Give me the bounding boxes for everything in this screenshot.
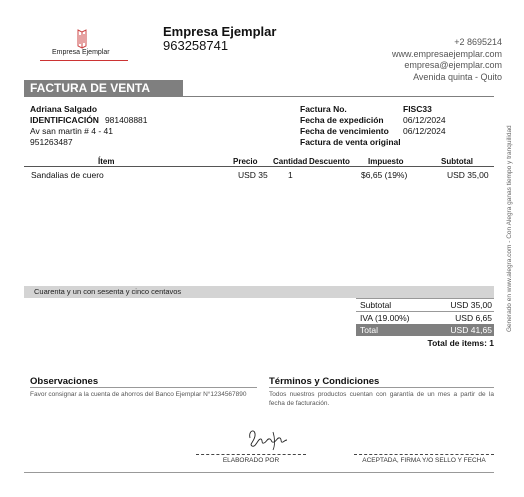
signature-line-right <box>354 454 494 455</box>
company-email: empresa@ejemplar.com <box>404 60 502 70</box>
signature-image <box>246 424 290 457</box>
row-subtotal: USD 35,00 <box>447 170 489 180</box>
observations-text: Favor consignar a la cuenta de ahorros del Banco Ejemplar N°1234567890 <box>30 391 247 398</box>
total-row <box>356 324 494 336</box>
amount-in-words: Cuarenta y un con sesenta y cinco centavos <box>34 287 182 296</box>
subtotal-value: USD 35,00 <box>450 300 492 310</box>
invoice-labels <box>300 104 401 148</box>
logo-text: Empresa Ejemplar <box>52 49 110 56</box>
client-phone: 951263487 <box>30 137 73 147</box>
row-tax: $6,65 (19%) <box>361 170 408 180</box>
row-price: USD 35 <box>238 170 268 180</box>
col-header-subtotal: Subtotal <box>441 157 473 166</box>
company-contact <box>392 37 502 83</box>
due-date: 06/12/2024 <box>403 126 446 136</box>
col-header-qty: Cantidad <box>273 157 308 166</box>
invoice-number-label: Factura No. <box>300 104 347 114</box>
company-website: www.empresaejemplar.com <box>391 48 502 59</box>
col-header-item: Ítem <box>98 157 115 166</box>
company-phone: +2 8695214 <box>454 37 502 47</box>
iva-row <box>356 312 494 324</box>
subtotal-label: Subtotal <box>360 300 392 310</box>
observations-divider <box>30 387 257 388</box>
terms-text: Todos nuestros productos cuentan con garantía de un mes a partir de la fecha de facturación. <box>269 391 494 407</box>
footer-divider <box>24 472 494 473</box>
company-id: 963258741 <box>163 38 229 53</box>
client-name: Adriana Salgado <box>30 104 98 114</box>
col-header-tax: Impuesto <box>368 157 404 166</box>
signature-label-left: ELABORADO POR <box>222 457 280 464</box>
issue-date: 06/12/2024 <box>403 115 446 125</box>
observations-title: Observaciones <box>30 376 99 387</box>
invoice-values <box>403 104 446 137</box>
iva-value: USD 6,65 <box>455 313 492 323</box>
client-id-label: IDENTIFICACIÓN <box>30 115 99 125</box>
client-id-row <box>30 115 148 126</box>
client-info <box>30 104 148 148</box>
amount-in-words-bar <box>24 286 494 298</box>
title-divider <box>24 96 494 97</box>
row-qty: 1 <box>288 170 293 180</box>
col-header-price: Precio <box>233 157 258 166</box>
company-logo <box>52 28 116 62</box>
invoice-number: FISC33 <box>403 104 432 114</box>
generated-by-text: Generado en www.alegra.com - Con Alegra ganas tiempo y tranquilidad <box>506 125 513 332</box>
due-date-label: Fecha de vencimiento <box>300 126 389 136</box>
signature-line-left <box>196 454 306 455</box>
row-item: Sandalias de cuero <box>31 170 104 180</box>
client-address: Av san martin # 4 - 41 <box>30 126 113 136</box>
table-header-divider <box>24 166 494 167</box>
client-id-value: 981408881 <box>104 115 148 125</box>
document-title: FACTURA DE VENTA <box>30 81 150 95</box>
total-label: Total <box>360 325 378 335</box>
col-header-discount: Descuento <box>309 157 350 166</box>
total-value: USD 41,65 <box>450 325 492 335</box>
company-name: Empresa Ejemplar <box>163 24 277 39</box>
items-count: Total de items: 1 <box>427 338 494 348</box>
document-title-bar <box>24 80 183 97</box>
issue-date-label: Fecha de expedición <box>300 115 384 125</box>
iva-label: IVA (19.00%) <box>360 313 410 323</box>
logo-underline <box>40 60 128 61</box>
original-label: Factura de venta original <box>300 137 401 147</box>
company-address: Avenida quinta - Quito <box>413 71 502 82</box>
subtotal-row <box>356 299 494 311</box>
signature-label-right: ACEPTADA, FIRMA Y/O SELLO Y FECHA <box>362 457 486 464</box>
terms-title: Términos y Condiciones <box>269 376 380 387</box>
terms-divider <box>269 387 494 388</box>
